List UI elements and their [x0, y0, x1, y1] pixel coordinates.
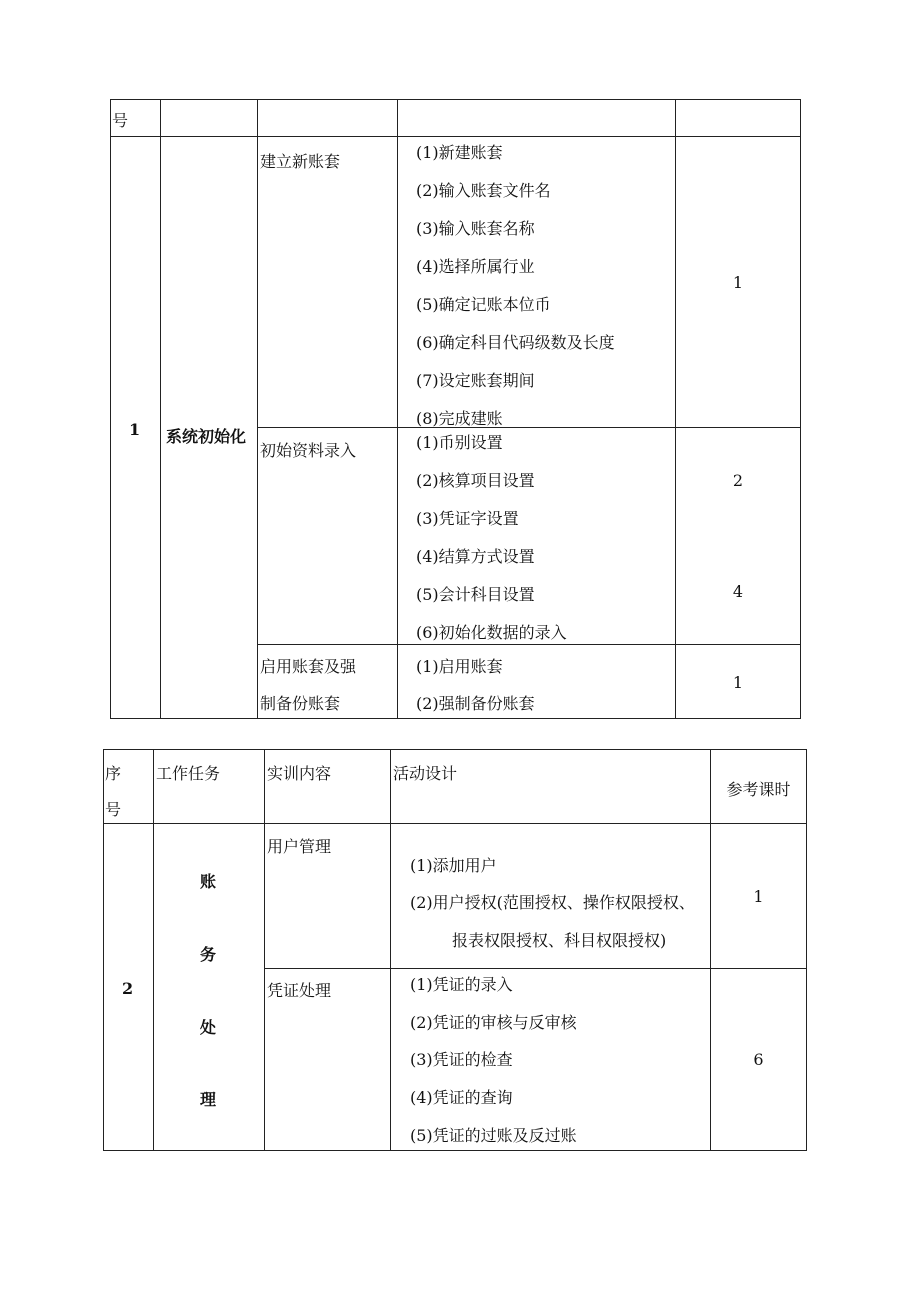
activity-item: (7)设定账套期间: [416, 371, 535, 390]
table1-content-cell: 制备份账套: [260, 694, 341, 713]
table2-col-divider: [264, 749, 265, 1151]
activity-item: (3)凭证字设置: [416, 509, 519, 528]
activity-item: (4)结算方式设置: [416, 547, 535, 566]
activity-item: (6)初始化数据的录入: [416, 623, 567, 642]
header-activity: 活动设计: [393, 764, 458, 783]
table1-header-divider: [110, 136, 801, 137]
hours-value: 4: [732, 582, 744, 601]
table1-col-divider: [397, 99, 398, 719]
table1-section-divider: [257, 427, 801, 428]
activity-item: (2)强制备份账套: [416, 694, 535, 713]
table2-group-number: 2: [122, 979, 134, 998]
table2-header-divider: [103, 823, 807, 824]
hours-value: 1: [732, 273, 744, 292]
activity-item: (6)确定科目代码级数及长度: [416, 333, 615, 352]
table1-border-bottom: [110, 718, 801, 719]
table2-content-cell: 用户管理: [267, 837, 332, 856]
activity-item: (1)新建账套: [416, 143, 503, 162]
activity-item: (5)会计科目设置: [416, 585, 535, 604]
table2-content-cell: 凭证处理: [267, 981, 332, 1000]
hours-value: 1: [753, 887, 764, 906]
table1-border-left: [110, 99, 111, 719]
table1-header-seq-fragment: 号: [112, 111, 129, 130]
table2-border-top: [103, 749, 807, 750]
header-task: 工作任务: [156, 764, 221, 783]
table1-col-divider: [257, 99, 258, 719]
table2-section-divider: [264, 968, 807, 969]
table2-col-divider: [153, 749, 154, 1151]
table1-col-divider: [675, 99, 676, 719]
activity-item: (2)输入账套文件名: [416, 181, 551, 200]
table1-section-divider: [257, 644, 801, 645]
hours-value: 6: [753, 1050, 764, 1069]
table1-content-cell: 建立新账套: [260, 152, 341, 171]
activity-item: (2)核算项目设置: [416, 471, 535, 490]
activity-item: (1)启用账套: [416, 657, 503, 676]
activity-item: (3)输入账套名称: [416, 219, 535, 238]
activity-item: 报表权限授权、科目权限授权): [452, 931, 667, 950]
table1-group-task: 系统初始化: [166, 427, 247, 446]
table2-border-bottom: [103, 1150, 807, 1151]
activity-item: (5)确定记账本位币: [416, 295, 551, 314]
table2-col-divider: [710, 749, 711, 1151]
header-content: 实训内容: [267, 764, 332, 783]
table2-col-divider: [390, 749, 391, 1151]
task-char: 理: [200, 1090, 217, 1109]
table2-border-left: [103, 749, 104, 1151]
header-seq: 序: [105, 764, 122, 783]
activity-item: (8)完成建账: [416, 409, 503, 428]
table1-content-cell: 启用账套及强: [260, 657, 357, 676]
task-char: 账: [200, 872, 217, 891]
hours-value: 1: [732, 673, 744, 692]
activity-item: (2)用户授权(范围授权、操作权限授权、: [410, 893, 695, 912]
task-char: 务: [200, 945, 217, 964]
table2-border-right: [806, 749, 807, 1151]
hours-value: 2: [732, 471, 744, 490]
header-hours: 参考课时: [726, 780, 791, 799]
table1-col-divider: [160, 99, 161, 719]
table1-content-cell: 初始资料录入: [260, 441, 357, 460]
activity-item: (1)添加用户: [410, 856, 497, 875]
task-char: 处: [200, 1018, 217, 1037]
table1-border-top: [110, 99, 801, 100]
activity-item: (5)凭证的过账及反过账: [410, 1126, 577, 1145]
activity-item: (1)凭证的录入: [410, 975, 513, 994]
activity-item: (3)凭证的检查: [410, 1050, 513, 1069]
header-seq: 号: [105, 800, 122, 819]
activity-item: (2)凭证的审核与反审核: [410, 1013, 577, 1032]
activity-item: (1)币别设置: [416, 433, 503, 452]
table1-border-right: [800, 99, 801, 719]
table1-group-number: 1: [129, 420, 141, 439]
activity-item: (4)凭证的查询: [410, 1088, 513, 1107]
activity-item: (4)选择所属行业: [416, 257, 535, 276]
